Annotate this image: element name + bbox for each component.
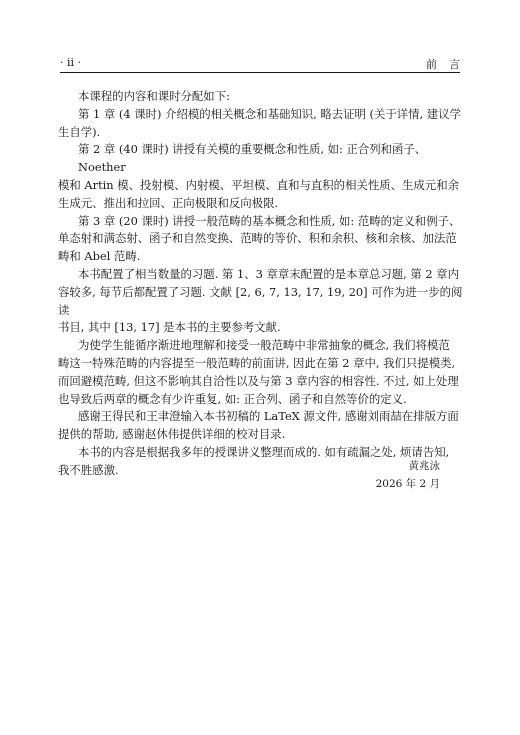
author-name: 黄兆泳: [408, 460, 440, 472]
paragraph-2: [58, 106, 468, 142]
paragraph-line: 生自学).: [58, 124, 101, 139]
header-rule: [60, 72, 460, 73]
paragraph-line: 本书的内容是根据我多年的授课讲义整理而成的. 如有疏漏之处, 烦请告知,: [78, 444, 450, 459]
paragraph-line: 也导致后两章的概念有少许重复, 如: 正合列、函子和自然等价的定义.: [58, 391, 407, 406]
paragraph-7: [58, 408, 468, 444]
paragraph-line: 为使学生能循序渐进地理解和接受一般范畴中非常抽象的概念, 我们将模范: [78, 338, 450, 353]
paragraph-line: 本书配置了相当数量的习题. 第 1、3 章章末配置的是本章总习题, 第 2 章内: [78, 266, 460, 281]
paragraph-line: 畴这一特殊范畴的内容提至一般范畴的前面讲, 因此在第 2 章中, 我们只提模类,: [58, 355, 456, 370]
paragraph-line: 生成元、推出和拉回、正向极限和反向极限.: [58, 195, 279, 210]
paragraph-line: 模和 Artin 模、投射模、内射模、平坦模、直和与直积的相关性质、生成元和余: [58, 177, 459, 192]
signature-block: [320, 458, 440, 492]
paragraph-1: [78, 88, 468, 106]
paragraph-line: 我不胜感激.: [58, 462, 119, 477]
section-title: 前言: [426, 58, 472, 71]
paragraph-line: 容较多, 每节后都配置了习题. 文献 [2, 6, 7, 13, 17, 19, 20] 可作为进一步的阅读: [58, 284, 463, 317]
paragraph-4: [58, 213, 468, 266]
paragraph-line: 而回避模范畴, 但这不影响其自洽性以及与第 3 章内容的相容性. 不过, 如上处理: [58, 373, 459, 388]
paragraph-5: [58, 266, 468, 337]
paragraph-3: [58, 141, 468, 212]
paragraph-line: 提供的帮助, 感谢赵休伟提供详细的校对目录.: [58, 427, 286, 442]
signature-date: 2026 年 2 月: [375, 478, 440, 490]
paragraph-line: 感谢王得民和王聿澄输入本书初稿的 LaTeX 源文件, 感谢刘雨喆在排版方面: [78, 409, 459, 424]
paragraph-line: 畴和 Abel 范畴.: [58, 249, 141, 264]
paragraph-6: [58, 337, 468, 408]
paragraph-line: 第 1 章 (4 课时) 介绍模的相关概念和基础知识, 略去证明 (关于详情, 建议学: [78, 106, 461, 121]
paragraph-line: 第 2 章 (40 课时) 讲授有关模的重要概念和性质, 如: 正合列和函子、Noether: [78, 142, 427, 175]
paragraph-line: 本课程的内容和课时分配如下:: [78, 89, 230, 103]
paragraph-line: 第 3 章 (20 课时) 讲授一般范畴的基本概念和性质, 如: 范畴的定义和例子、: [78, 213, 461, 228]
paragraph-line: 单态射和满态射、函子和自然变换、范畴的等价、积和余积、核和余核、加法范: [58, 231, 457, 246]
paragraph-line: 书目, 其中 [13, 17] 是本书的主要参考文献.: [58, 320, 281, 335]
page-number: · ii ·: [60, 56, 82, 69]
page-header: [60, 54, 472, 72]
preface-body: [58, 88, 468, 480]
